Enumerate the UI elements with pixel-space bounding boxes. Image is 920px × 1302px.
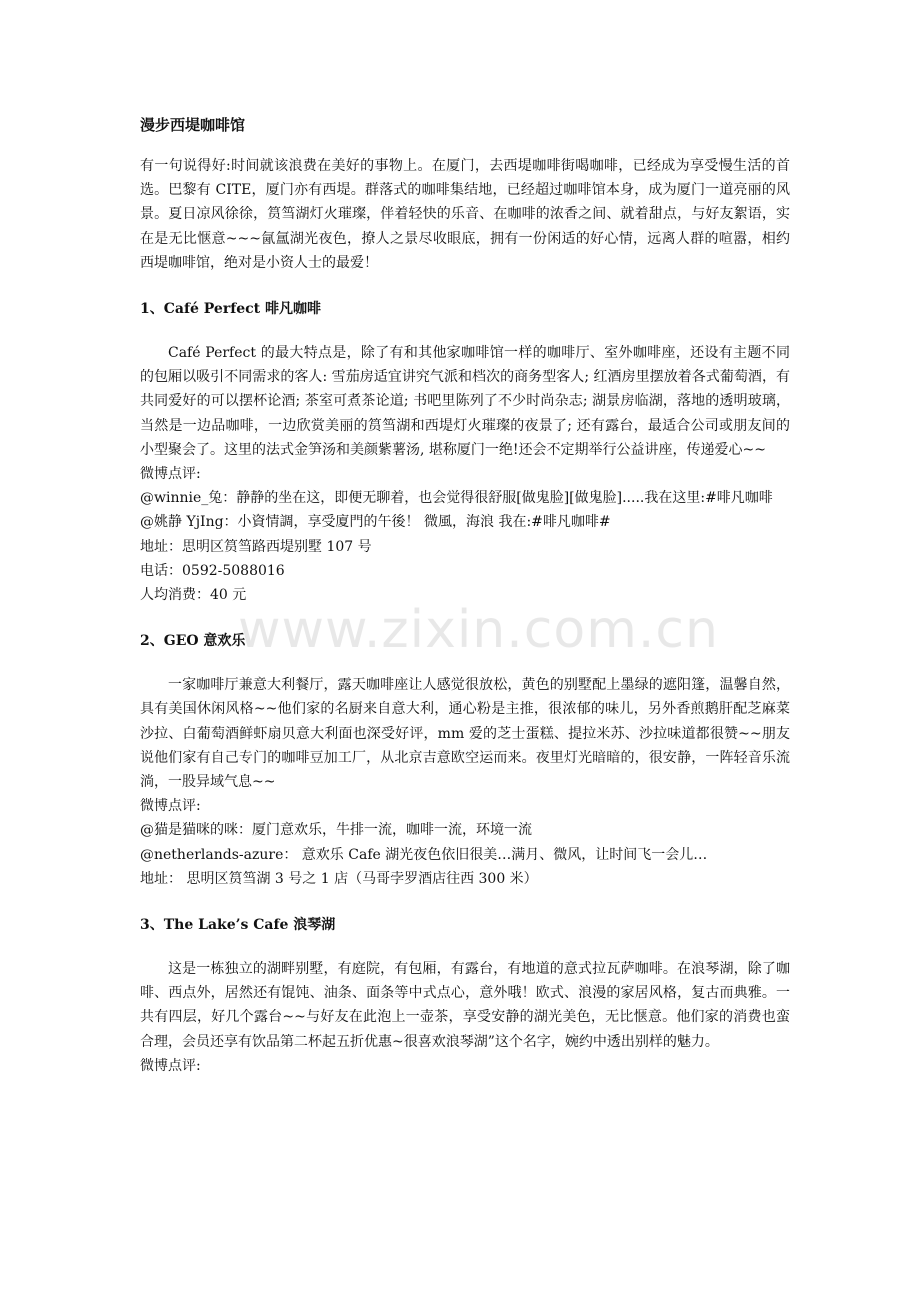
review-label: 微博点评: [140,466,201,483]
section-body: Café Perfect 的最大特点是，除了有和其他家咖啡馆一样的咖啡厅、室外咖啡座，还设有主题不同的包厢以吸引不同需求的客人: 雪茄房适宜讲究气派和档次的商务型客人; 红酒房里摆放着各式葡萄酒，有共同爱好的可以摆杯论酒; 茶室可煮茶论道; 书吧里陈列了不少时尚杂志; 湖景房临湖，落地的透明玻璃，当然是一边品咖啡，一边欣赏美丽的筼筜湖和西堤灯火璀璨的夜景了; 还有露台，最适合公司或朋友间的小型聚会了。这里的法式金笋汤和美颜紫薯汤, 堪称厦门一绝!还会不定期举行公益讲座，传递爱心~~ [140,345,790,458]
section-heading: 3、The Lake’s Cafe 浪琴湖 [140,917,336,934]
section-geo [140,629,790,891]
phone-line: 电话：0592-5088016 [140,562,285,579]
intro-paragraph: 有一句说得好:时间就该浪费在美好的事物上。在厦门，去西堤咖啡街喝咖啡，已经成为享受慢生活的首选。巴黎有 CITE，厦门亦有西堤。群落式的咖啡集结地，已经超过咖啡馆本身，成为厦门一道亮丽的风景。夏日凉风徐徐，筼筜湖灯火璀璨，伴着轻快的乐音、在咖啡的浓香之间、就着甜点，与好友絮语，实在是无比惬意~~~氤氲湖光夜色，撩人之景尽收眼底，拥有一份闲适的好心情，远离人群的喧嚣，相约西堤咖啡馆，绝对是小资人士的最爱！ [140,158,790,271]
address-line: 地址：思明区筼筜路西堤别墅 107 号 [140,538,372,555]
section-body: 这是一栋独立的湖畔别墅，有庭院，有包厢，有露台，有地道的意式拉瓦萨咖啡。在浪琴湖，除了咖啡、西点外，居然还有馄饨、油条、面条等中式点心，意外哦！欧式、浪漫的家居风格，复古而典雅。一共有四层，好几个露台~~与好友在此泡上一壶茶，享受安静的湖光美色，无比惬意。他们家的消费也蛮合理，会员还享有饮品第二杯起五折优惠~很喜欢浪琴湖”这个名字，婉约中透出别样的魅力。 [140,961,790,1050]
review-item: @姚静 YjIng：小資情調，享受廈門的午後！ 微風，海浪 我在:#啡凡咖啡# [140,514,611,531]
document-page [140,112,790,1078]
watermark-text: www.zixin.com.cn [238,600,719,660]
review-item: @winnie_兔：静静的坐在这，即便无聊着，也会觉得很舒服[做鬼脸][做鬼脸].....我在这里:#啡凡咖啡 [140,490,773,507]
address-line: 地址： 思明区筼筜湖 3 号之 1 店（马哥孛罗酒店往西 300 米） [140,870,538,887]
section-heading: 2、GEO 意欢乐 [140,633,246,650]
page-title: 漫步西堤咖啡馆 [140,116,246,134]
section-body: 一家咖啡厅兼意大利餐厅，露天咖啡座让人感觉很放松，黄色的别墅配上墨绿的遮阳篷，温馨自然，具有美国休闲风格~~他们家的名厨来自意大利，通心粉是主推，很浓郁的味儿，另外香煎鹅肝配芝麻菜沙拉、白葡萄酒鲜虾扇贝意大利面也深受好评，mm 爱的芝士蛋糕、提拉米苏、沙拉味道都很赞~~朋友说他们家有自己专门的咖啡豆加工厂，从北京吉意欧空运而来。夜里灯光暗暗的，很安静，一阵轻音乐流淌，一股异域气息~~ [140,677,790,791]
review-item: @netherlands-azure： 意欢乐 Cafe 湖光夜色依旧很美…满月、微风，让时间飞一会儿… [140,846,708,863]
review-label: 微博点评: [140,1057,201,1074]
section-lakes-cafe [140,913,790,1078]
review-item: @猫是猫咪的咪：厦门意欢乐，牛排一流，咖啡一流，环境一流 [140,822,532,839]
section-cafe-perfect [140,297,790,607]
section-heading: 1、Café Perfect 啡凡咖啡 [140,301,321,318]
review-label: 微博点评: [140,798,201,815]
price-line: 人均消费：40 元 [140,587,247,604]
